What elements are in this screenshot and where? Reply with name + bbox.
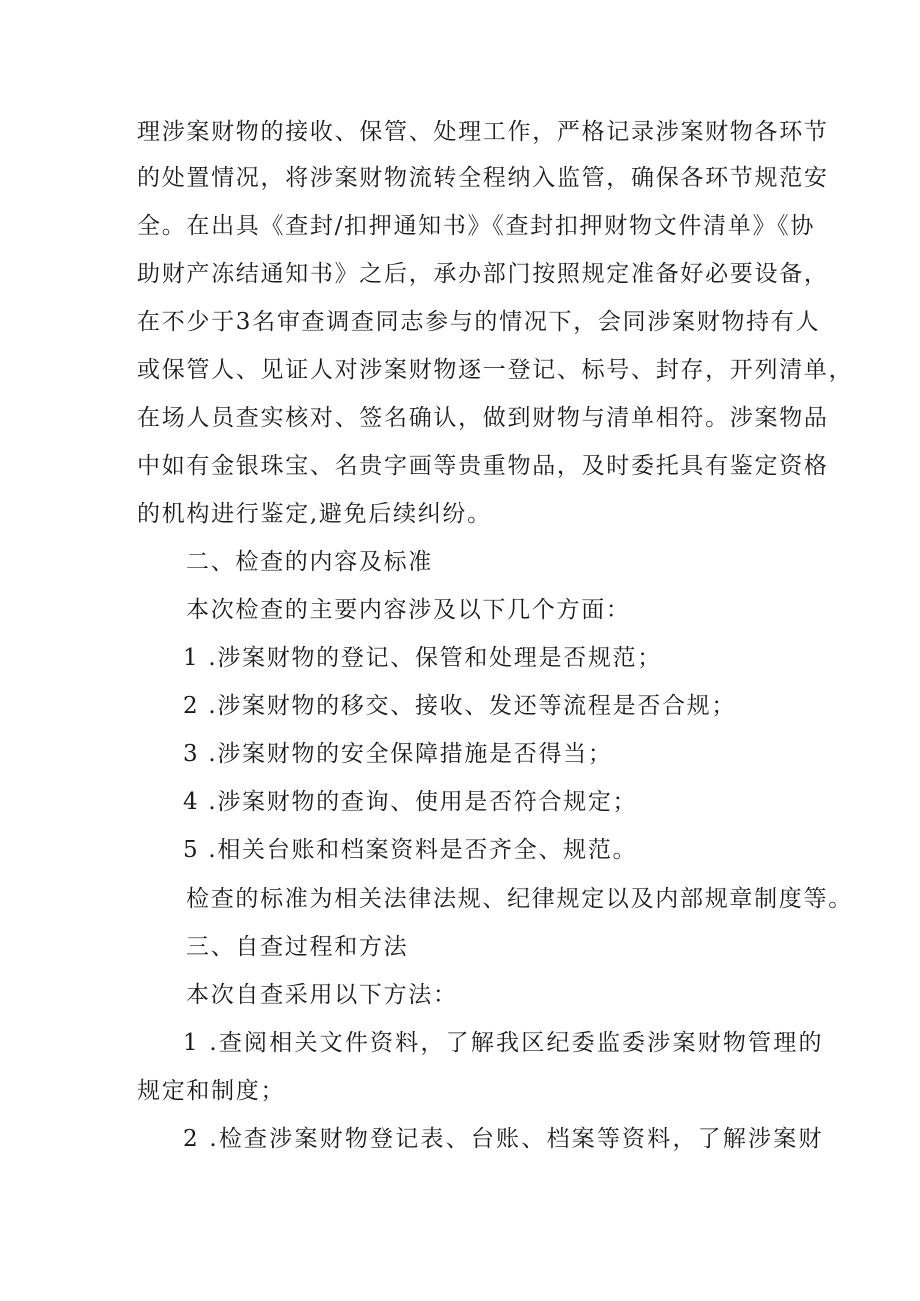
paragraph-line: 的机构进行鉴定,避免后续纠纷。 [137,501,492,527]
paragraph-line: 本次自查采用以下方法： [186,982,458,1008]
list-item: 5 .相关台账和档案资料是否齐全、规范。 [183,837,638,863]
paragraph-line: 在不少于3名审查调查同志参与的情况下，会同涉案财物持有人 [137,309,821,335]
paragraph-line: 助财产冻结通知书》之后，承办部门按照规定准备好必要设备， [137,261,829,287]
paragraph-line: 理涉案财物的接收、保管、处理工作，严格记录涉案财物各环节 [137,119,829,145]
list-item: 3 .涉案财物的安全保障措施是否得当； [183,741,613,767]
list-item-continuation: 规定和制度； [137,1078,286,1104]
paragraph-line: 本次检查的主要内容涉及以下几个方面： [186,597,631,623]
list-item: 2 .涉案财物的移交、接收、发还等流程是否合规； [183,693,737,719]
paragraph-line: 在场人员查实核对、签名确认，做到财物与清单相符。涉案物品 [137,405,829,431]
paragraph-line: 检查的标准为相关法律法规、纪律规定以及内部规章制度等。 [186,886,853,912]
list-item: 2 .检查涉案财物登记表、台账、档案等资料，了解涉案财 [183,1126,824,1152]
paragraph-line: 中如有金银珠宝、名贵字画等贵重物品，及时委托具有鉴定资格 [137,453,829,479]
paragraph-line: 全。在出具《查封/扣押通知书》《查封扣押财物文件清单》《协 [137,213,816,239]
list-item: 1 .涉案财物的登记、保管和处理是否规范； [183,645,662,671]
list-item: 1 .查阅相关文件资料，了解我区纪委监委涉案财物管理的 [183,1030,824,1056]
paragraph-line: 的处置情况，将涉案财物流转全程纳入监管，确保各环节规范安 [137,165,829,191]
list-item: 4 .涉案财物的查询、使用是否符合规定； [183,789,638,815]
section-heading: 二、检查的内容及标准 [186,549,433,575]
paragraph-line: 或保管人、见证人对涉案财物逐一登记、标号、封存，开列清单， [137,357,854,383]
section-heading: 三、自查过程和方法 [186,934,409,960]
